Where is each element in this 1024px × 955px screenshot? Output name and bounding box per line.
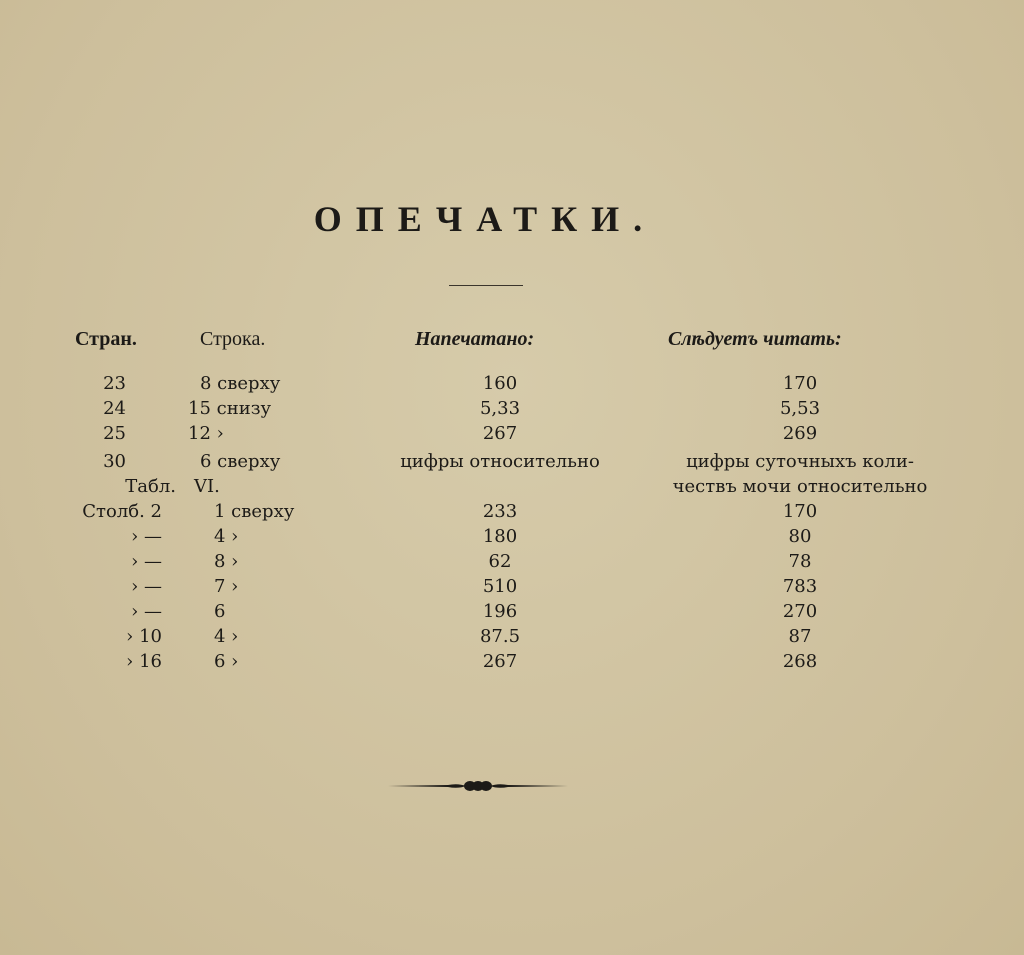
cell-should-read: 268 [782,651,818,672]
cell-printed: 196 [482,601,518,622]
cell-should-read: чествъ мочи относительно [672,476,928,497]
cell-printed: 180 [482,526,518,547]
cell-printed: 160 [482,373,518,394]
cell-page: 24 [103,398,126,419]
cell-page: Столб. 2 [82,501,162,522]
cell-should-read: 78 [788,551,812,572]
cell-printed: 233 [482,501,518,522]
cell-page: › — [131,526,162,547]
cell-line: 6 › [214,651,239,672]
cell-line: 4 › [214,626,239,647]
cell-page: › — [131,601,162,622]
cell-printed: 267 [482,651,518,672]
cell-printed: цифры относительно [400,451,600,472]
cell-should-read: цифры суточныхъ коли- [686,451,914,472]
header-should-read: Слѣдуетъ читать: [668,328,842,350]
cell-page: › — [131,576,162,597]
cell-should-read: 783 [782,576,818,597]
cell-should-read: 170 [782,501,818,522]
cell-page: Табл. [125,476,176,497]
cell-should-read: 5,53 [779,398,821,419]
header-printed: Напечатано: [415,328,535,350]
cell-printed: 267 [482,423,518,444]
cell-line: 7 › [214,576,239,597]
cell-line: 8 сверху [200,373,281,394]
ornament-icon [388,778,568,794]
cell-page: › — [131,551,162,572]
cell-line: 8 › [214,551,239,572]
cell-should-read: 170 [782,373,818,394]
cell-page: 23 [103,373,126,394]
cell-page: 30 [103,451,126,472]
header-line: Строка. [200,328,266,350]
cell-line: VI. [194,476,220,497]
cell-line: 15 снизу [188,398,272,419]
cell-printed: 87.5 [479,626,521,647]
cell-printed: 62 [488,551,512,572]
cell-page: › 16 [126,651,162,672]
cell-should-read: 87 [788,626,812,647]
cell-line: 12 › [188,423,224,444]
cell-line: 1 сверху [214,501,295,522]
page-title: ОПЕЧАТКИ. [313,199,657,239]
cell-printed: 5,33 [479,398,521,419]
cell-should-read: 269 [782,423,818,444]
cell-line: 4 › [214,526,239,547]
header-page: Стран. [75,328,137,350]
cell-line: 6 сверху [200,451,281,472]
cell-page: 25 [103,423,126,444]
cell-page: › 10 [126,626,162,647]
cell-should-read: 270 [782,601,818,622]
cell-line: 6 [214,601,226,622]
title-rule [449,285,523,286]
cell-printed: 510 [482,576,518,597]
cell-should-read: 80 [788,526,812,547]
